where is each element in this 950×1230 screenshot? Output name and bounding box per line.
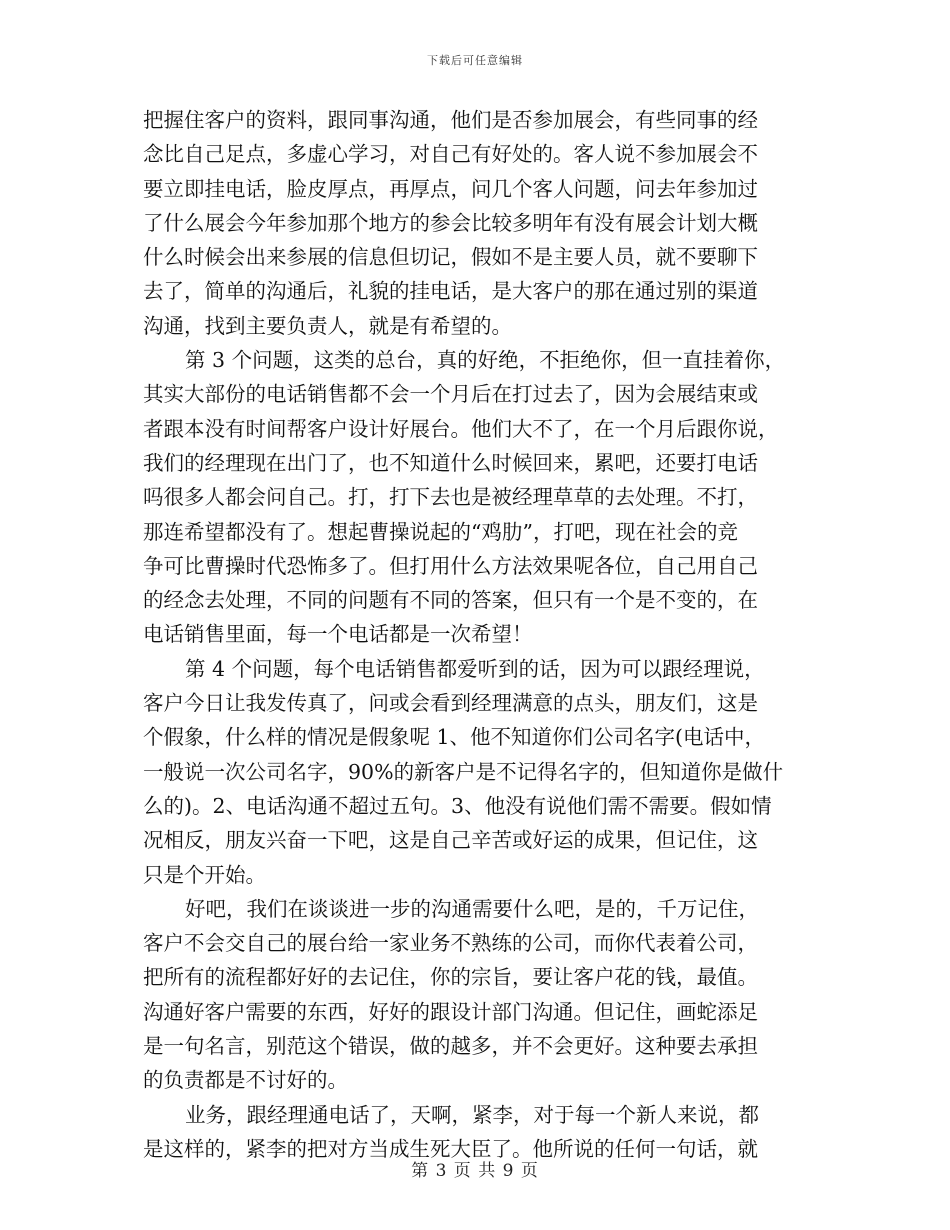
text-line: 要立即挂电话，脸皮厚点，再厚点，问几个客人问题，问去年参加过 bbox=[143, 176, 758, 201]
text-line: 么的)。2、电话沟通不超过五句。3、他没有说他们需不需要。假如情 bbox=[143, 793, 772, 818]
text-line: 一般说一次公司名字，90%的新客户是不记得名字的，但知道你是做什 bbox=[143, 759, 784, 784]
text-line: 者跟本没有时间帮客户设计好展台。他们大不了，在一个月后跟你说， bbox=[143, 416, 779, 441]
text-line: 只是个开始。 bbox=[143, 862, 266, 887]
text-line: 个假象，什么样的情况是假象呢 1、他不知道你们公司名字(电话中， bbox=[143, 725, 766, 750]
text-line: 第 3 个问题，这类的总台，真的好绝，不拒绝你，但一直挂着你， bbox=[185, 348, 786, 373]
text-line: 其实大部份的电话销售都不会一个月后在打过去了，因为会展结束或 bbox=[143, 382, 758, 407]
text-line: 去了，简单的沟通后，礼貌的挂电话，是大客户的那在通过别的渠道 bbox=[143, 279, 758, 304]
text-line: 把所有的流程都好好的去记住，你的宗旨，要让客户花的钱，最值。 bbox=[143, 965, 758, 990]
text-line: 电话销售里面，每一个电话都是一次希望！ bbox=[143, 622, 533, 647]
text-line: 我们的经理现在出门了，也不知道什么时候回来，累吧，还要打电话 bbox=[143, 450, 758, 475]
document-body bbox=[143, 103, 807, 1166]
page-number-footer: 第 3 页 共 9 页 bbox=[411, 1161, 539, 1181]
text-line: 是这样的，紧李的把对方当成生死大臣了。他所说的任何一句话，就 bbox=[143, 1136, 758, 1161]
text-line: 况相反，朋友兴奋一下吧，这是自己辛苦或好运的成果，但记住，这 bbox=[143, 828, 758, 853]
text-line: 吗很多人都会问自己。打，打下去也是被经理草草的去处理。不打， bbox=[143, 485, 758, 510]
text-line: 什么时候会出来参展的信息但切记，假如不是主要人员，就不要聊下 bbox=[143, 245, 758, 270]
text-line: 把握住客户的资料，跟同事沟通，他们是否参加展会，有些同事的经 bbox=[143, 108, 758, 132]
text-line: 的经念去处理，不同的问题有不同的答案，但只有一个是不变的，在 bbox=[143, 588, 758, 613]
text-line: 客户今日让我发传真了，问或会看到经理满意的点头，朋友们，这是 bbox=[143, 691, 758, 716]
text-line: 是一句名言，别范这个错误，做的越多，并不会更好。这种要去承担 bbox=[143, 1034, 758, 1059]
text-line: 业务，跟经理通电话了，天啊，紧李，对于每一个新人来说，都 bbox=[185, 1102, 759, 1127]
text-line: 沟通好客户需要的东西，好好的跟设计部门沟通。但记住，画蛇添足 bbox=[143, 999, 758, 1024]
text-line: 争可比曹操时代恐怖多了。但打用什么方法效果呢各位，自己用自己 bbox=[143, 553, 758, 578]
text-line: 了什么展会今年参加那个地方的参会比较多明年有没有展会计划大概 bbox=[143, 210, 758, 235]
text-line: 好吧，我们在谈谈进一步的沟通需要什么吧，是的，千万记住， bbox=[185, 896, 759, 921]
text-line: 那连希望都没有了。想起曹操说起的“鸡肋”，打吧，现在社会的竞 bbox=[143, 519, 738, 544]
text-line: 念比自己足点，多虚心学习，对自己有好处的。客人说不参加展会不 bbox=[143, 142, 758, 167]
text-line: 的负责都是不讨好的。 bbox=[143, 1068, 348, 1093]
text-line: 客户不会交自己的展台给一家业务不熟练的公司，而你代表着公司， bbox=[143, 931, 758, 956]
text-line: 沟通，找到主要负责人，就是有希望的。 bbox=[143, 313, 512, 338]
text-line: 第 4 个问题，每个电话销售都爱听到的话，因为可以跟经理说， bbox=[185, 656, 765, 681]
page-header: 下载后可任意编辑 bbox=[427, 54, 523, 67]
